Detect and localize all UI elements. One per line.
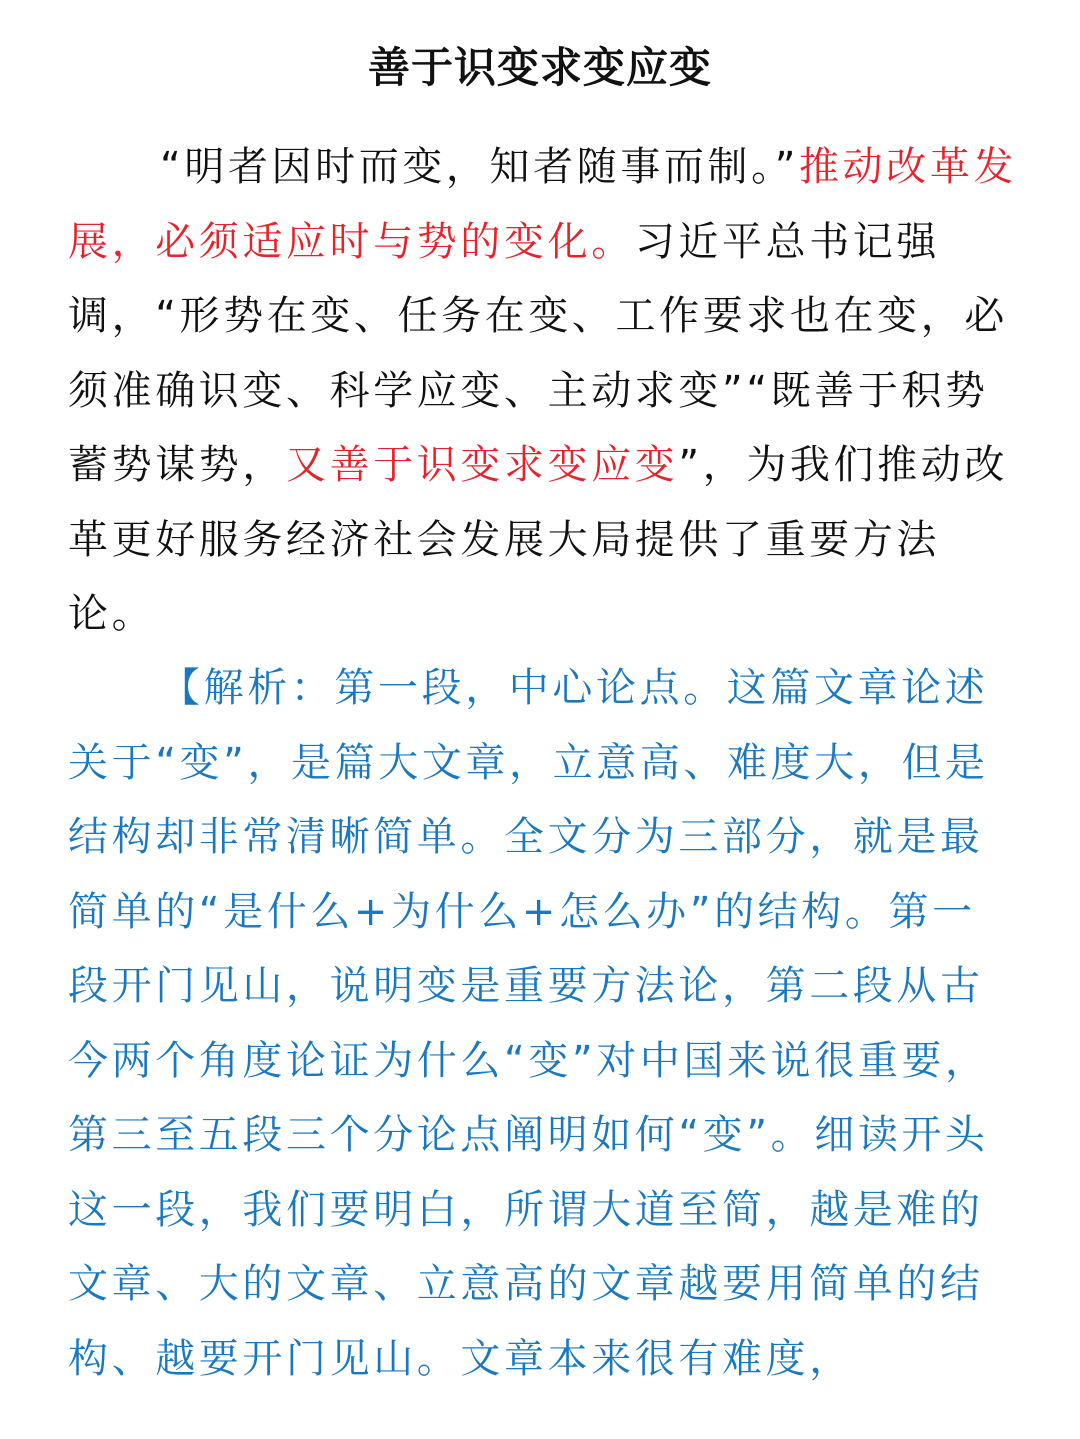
highlight-red-2: 又善于识变求变应变 <box>286 442 679 488</box>
quote-text: “明者因时而变，知者随事而制。” <box>160 144 800 190</box>
body-text-1: 习近平总书记强调，“形势在变、任务在变、工作要求也在变，必须准确识变、科学应变、主动求变”“既善于积势蓄势谋势， <box>68 218 1008 488</box>
highlight-red-1: 推动改革发展，必须适应时与势的变化。 <box>68 144 1018 265</box>
paragraph-main <box>68 130 1018 652</box>
document-title: 善于识变求变应变 <box>367 43 712 92</box>
paragraph-analysis: 【解析：第一段，中心论点。这篇文章论述关于“变”，是篇大文章，立意高、难度大，但是结构却非常清晰简单。全文分为三部分，就是最简单的“是什么+为什么+怎么办”的结构。第一段开门见山，说明变是重要方法论，第二段从古今两个角度论证为什么“变”对中国来说很重要，第三至五段三个分论点阐明如何“变”。细读开头这一段，我们要明白，所谓大道至简，越是难的文章、大的文章、立意高的文章越要用简单的结构、越要开门见山。文章本来很有难度， <box>68 665 989 1382</box>
body-text-2: ”，为我们推动改革更好服务经济社会发展大局提供了重要方法论。 <box>68 442 1008 637</box>
